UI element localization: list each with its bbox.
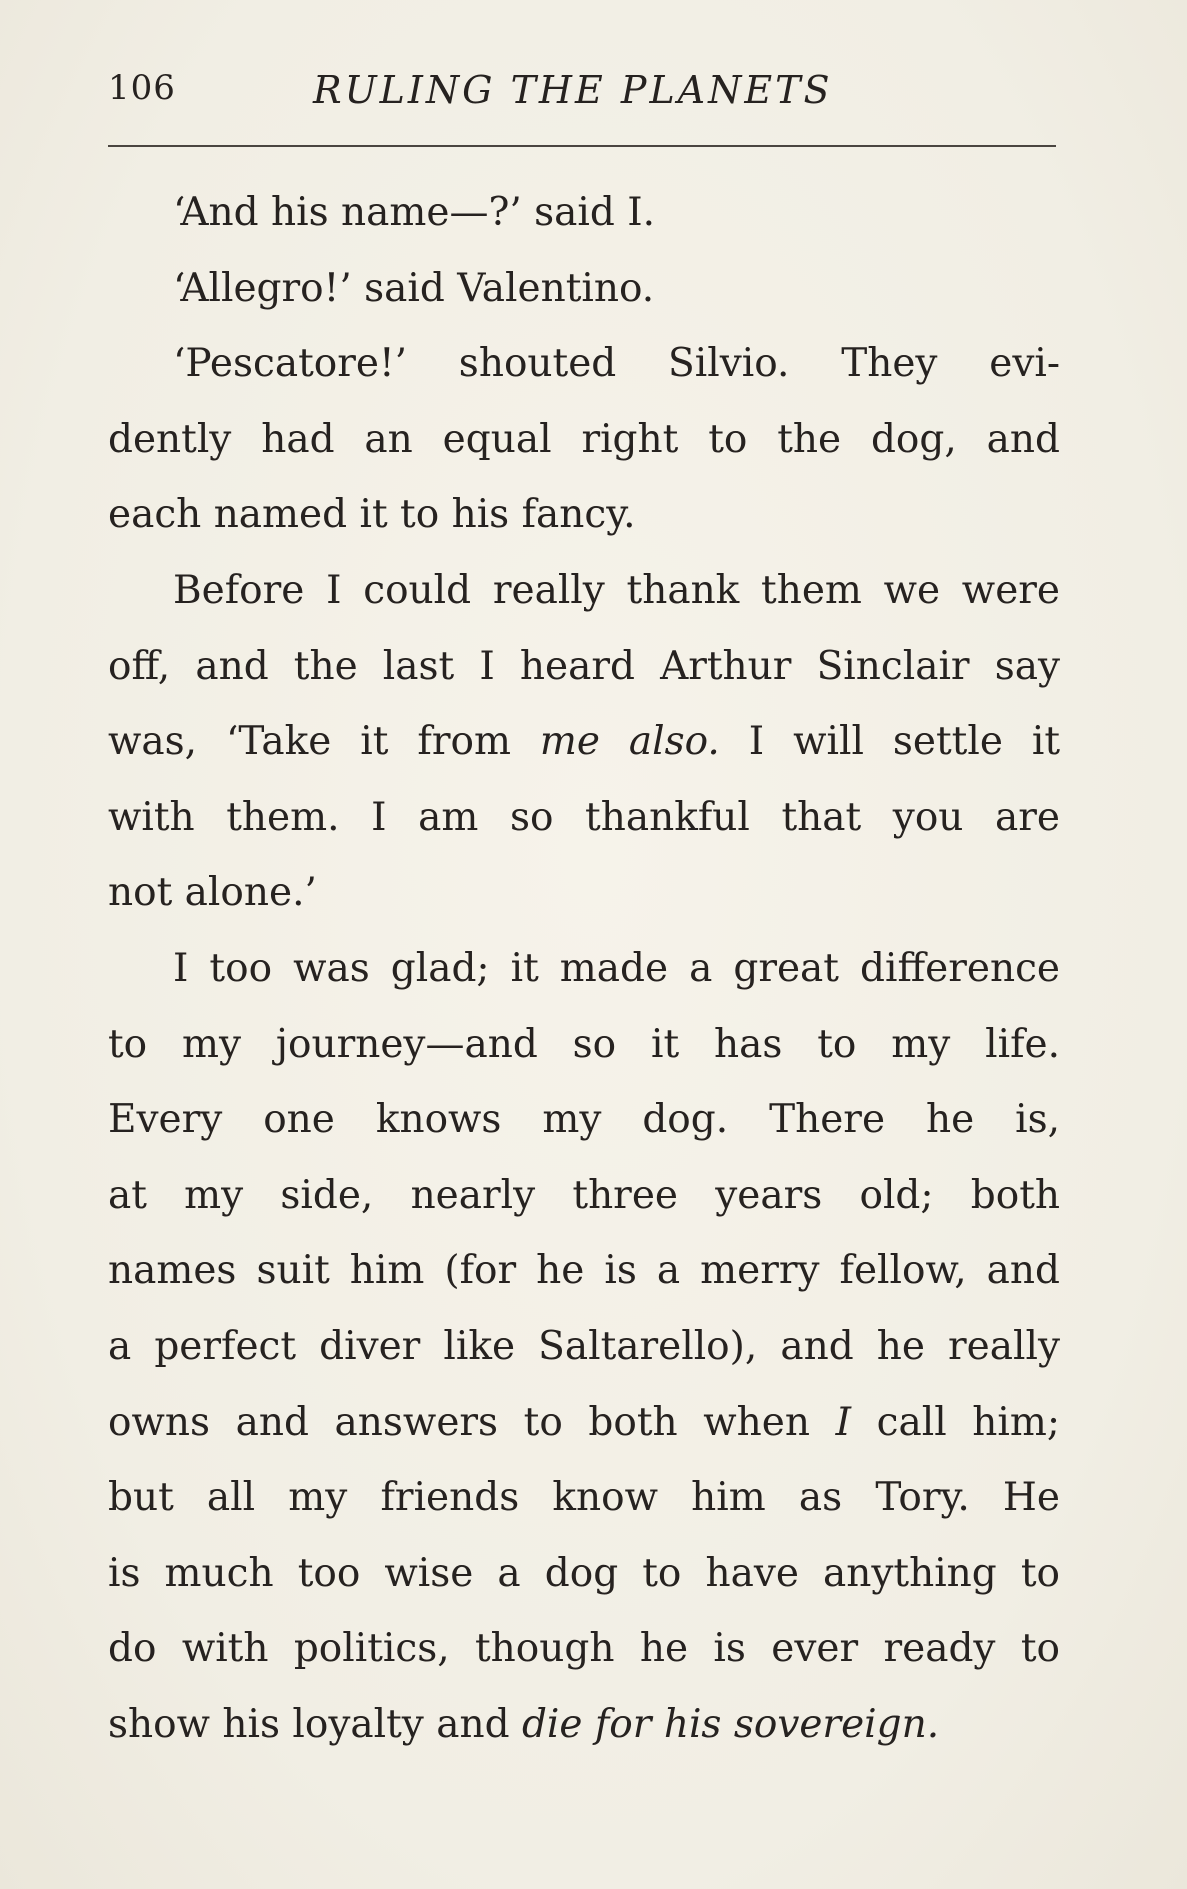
text-line: with them. I am so thankful that you are [108,794,1060,840]
text-line: I too was glad; it made a great difference [173,945,1060,991]
page-header [108,68,1056,118]
text-span: call him; [876,1399,1061,1445]
text-line: but all my friends know him as Tory. He [108,1475,1060,1521]
text-line: a perfect diver like Saltarello), and he really [108,1323,1060,1369]
text-line [108,1385,1060,1461]
text-span: I will settle it [748,719,1060,765]
text-span: owns and answers to both when [108,1399,810,1445]
text-line: off, and the last I heard Arthur Sinclair say [108,643,1060,689]
body-text [108,175,1060,1762]
text-line: ‘And his name—?’ said I. [173,190,656,235]
text-line: do with politics, though he is ever ready to [108,1626,1060,1672]
text-span: show his loyalty and [108,1701,510,1747]
page-number: 106 [108,68,176,108]
italic-text: me also. [539,719,720,765]
text-line: Every one knows my dog. There he is, [108,1097,1060,1143]
italic-text: I [835,1399,852,1445]
italic-text: die for his sovereign. [521,1701,940,1747]
text-line: names suit him (for he is a merry fellow, and [108,1248,1060,1294]
text-line: to my journey—and so it has to my life. [108,1021,1060,1067]
running-title: RULING THE PLANETS [313,68,833,112]
text-line [108,1687,1060,1763]
text-line [108,704,1060,780]
text-line: not alone.’ [108,870,317,916]
header-rule [108,145,1056,147]
text-line: at my side, nearly three years old; both [108,1172,1060,1218]
text-line: ‘Allegro!’ said Valentino. [173,265,655,311]
text-line: dently had an equal right to the dog, and [108,416,1060,462]
text-line: Before I could really thank them we were [173,567,1060,613]
text-span: was, ‘Take it from [108,719,511,765]
text-line: ‘Pescatore!’ shouted Silvio. They evi- [173,341,1060,387]
text-line: is much too wise a dog to have anything to [108,1550,1060,1596]
text-line: each named it to his fancy. [108,492,636,538]
